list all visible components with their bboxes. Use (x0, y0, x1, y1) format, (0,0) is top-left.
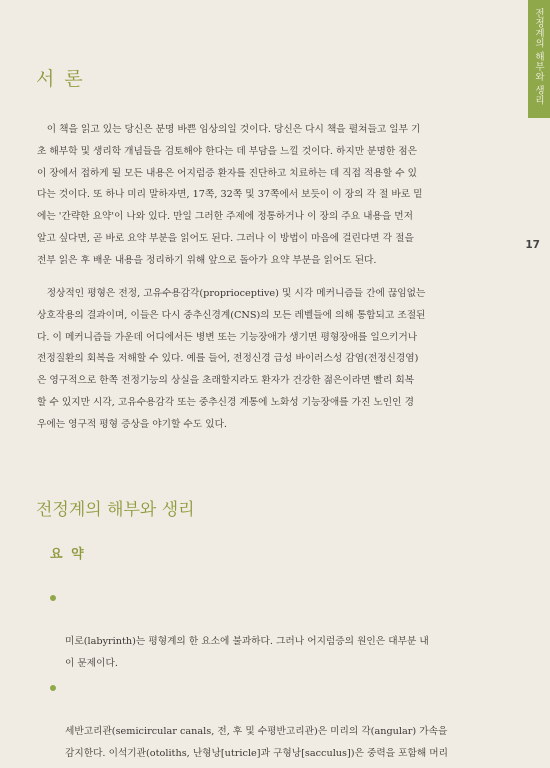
bullet-dot-icon (50, 595, 56, 601)
summary-heading: 요 약 (50, 547, 86, 562)
summary-bullet-item (50, 588, 490, 674)
intro-paragraph-1: 이 책을 읽고 있는 당신은 분명 바쁜 임상의일 것이다. 당신은 다시 책을 펼쳐들고 일부 기 초 해부학 및 생리학 개념들을 검토해야 한다는 데 부담을 느낄 것이다. 하지만 분명한 점은 이 장에서 접하게 될 모든 내용은 어지럼증 환자를 진단하고 치료하는 데 직접 적용할 수 있 다는 것이다. 또 하나 미리 말하자면, 17쪽, 32쪽 및 37쪽에서 보듯이 이 장의 각 절 바로 밑 에는 '간략한 요약'이 나와 있다. 만일 그러한 주제에 정통하거나 이 장의 주요 내용을 먼저 알고 싶다면, 곧 바로 요약 부분을 읽어도 된다. 그러나 이 방법이 마음에 걸린다면 각 절을 전부 읽은 후 배운 내용을 정리하기 위해 앞으로 돌아가 요약 부분을 읽어도 된다. (37, 124, 423, 266)
section-heading: 전정계의 해부와 생리 (36, 500, 195, 520)
summary-bullet-list (50, 588, 490, 768)
intro-heading: 서 론 (36, 68, 85, 90)
chapter-tab-label: 전정계의 해부와 생리 (533, 8, 544, 106)
summary-bullet-item (50, 678, 490, 764)
bullet-dot-icon (50, 685, 56, 691)
intro-paragraph-2: 정상적인 평형은 전정, 고유수용감각(proprioceptive) 및 시각 메커니즘들 간에 끊임없는 상호작용의 결과이며, 이들은 다시 중추신경계(CNS)의 모든 레벨들에 의해 통합되고 조절된 다. 이 메커니즘들 가운데 어디에서든 병변 또는 기능장애가 생기면 평형장애를 일으키거나 전정질환의 회복을 저해할 수 있다. 예를 들어, 전정신경 급성 바이러스성 감염(전정신경염) 은 영구적으로 한쪽 전정기능의 상실을 초래할지라도 환자가 건강한 젊은이라면 빨리 회복 할 수 있지만 시각, 고유수용감각 또는 중추신경 계통에 노화성 기능장애를 가진 노인인 경 우에는 영구적 평형 증상을 야기할 수도 있다. (37, 288, 426, 430)
page-number: 17 (525, 239, 540, 251)
chapter-side-tab (528, 0, 550, 118)
summary-bullet-text: 세반고리관(semicircular canals, 전, 후 및 수평반고리관)은 미리의 각(angular) 가속을 감지한다. 이석기관(otoliths, 난형낭[utricle]과 구형낭[sacculus])은 중력을 포함해 머리 (65, 726, 449, 759)
summary-bullet-text: 미로(labyrinth)는 평형계의 한 요소에 불과하다. 그러나 어지럼증의 원인은 대부분 내 이 문제이다. (65, 636, 429, 669)
